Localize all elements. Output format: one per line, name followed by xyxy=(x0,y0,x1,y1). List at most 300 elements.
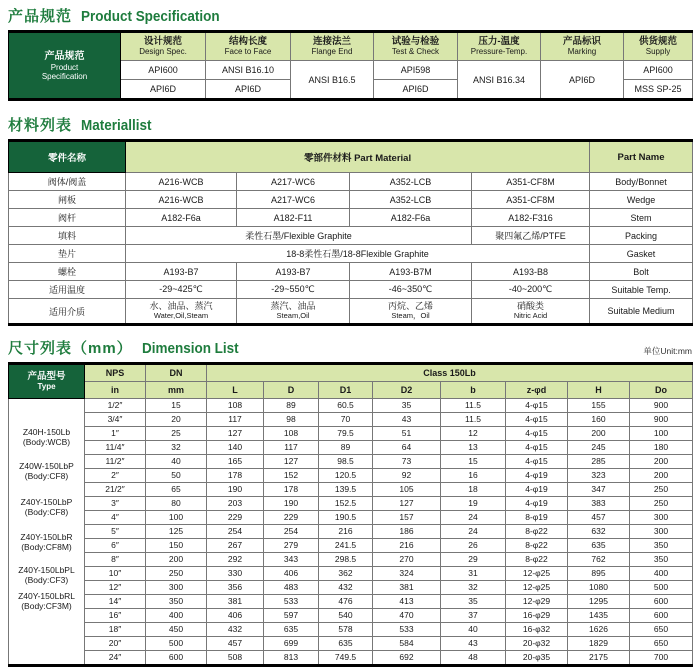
dimension-cell: 813 xyxy=(264,651,319,666)
dimension-cell: 350 xyxy=(630,539,693,553)
dimension-cell: 105 xyxy=(373,483,441,497)
material-cell: A182-F11 xyxy=(237,209,350,227)
material-cell: A182-F6a xyxy=(350,209,472,227)
spec-header-face-to-face: 结构长度 Face to Face xyxy=(206,32,291,61)
dimension-cell: 127 xyxy=(207,427,264,441)
material-cell: 丙烷、乙烯 Steam，Oil xyxy=(350,299,472,325)
dimension-cell: 3/4″ xyxy=(85,413,146,427)
dimension-cell: 140 xyxy=(207,441,264,455)
spec-header-design: 设计规范 Design Spec. xyxy=(121,32,206,61)
dimension-cell: 37 xyxy=(441,609,506,623)
dimension-row xyxy=(9,553,693,567)
dimension-cell: 12″ xyxy=(85,581,146,595)
material-cell: A217-WC6 xyxy=(237,191,350,209)
material-cell: 聚四氟乙烯/PTFE xyxy=(472,227,590,245)
dimension-cell: 241.5 xyxy=(319,539,373,553)
dimension-cell: 73 xyxy=(373,455,441,469)
material-part: Packing xyxy=(590,227,693,245)
dimension-cell: 26 xyxy=(441,539,506,553)
dimension-cell: 400 xyxy=(146,609,207,623)
dimension-cell: 383 xyxy=(568,497,630,511)
dimension-section-header xyxy=(8,337,692,358)
dimension-cell: 1829 xyxy=(568,637,630,651)
dimension-cell: 108 xyxy=(264,427,319,441)
dimension-cell: 20-φ35 xyxy=(506,651,568,666)
dimension-cell: 4-φ19 xyxy=(506,497,568,511)
material-cell: 硝酸类 Nitric Acid xyxy=(472,299,590,325)
material-part: Gasket xyxy=(590,245,693,263)
material-cell: -46~350℃ xyxy=(350,281,472,299)
dimension-cell: 14″ xyxy=(85,595,146,609)
material-part: Bolt xyxy=(590,263,693,281)
dimension-cell: 186 xyxy=(373,525,441,539)
material-cell: A193-B7 xyxy=(237,263,350,281)
dimension-cell: 350 xyxy=(146,595,207,609)
dimension-cell: 98 xyxy=(264,413,319,427)
dimension-cell: 51 xyxy=(373,427,441,441)
dimension-header-class: Class 150Lb xyxy=(207,364,693,382)
dimension-header-row-1 xyxy=(9,364,693,382)
dimension-cell: 70 xyxy=(319,413,373,427)
dimension-cell: 117 xyxy=(207,413,264,427)
dimension-cell: 21/2″ xyxy=(85,483,146,497)
dimension-cell: 80 xyxy=(146,497,207,511)
dimension-cell: 139.5 xyxy=(319,483,373,497)
spec-header-supply: 供货规范 Supply xyxy=(624,32,693,61)
dimension-cell: 100 xyxy=(146,511,207,525)
spec-section-header xyxy=(8,5,692,26)
dimension-cell: 508 xyxy=(207,651,264,666)
material-cell: 水、油品、蒸汽 Water,Oil,Steam xyxy=(126,299,237,325)
material-cell: A182-F6a xyxy=(126,209,237,227)
dimension-cell: 578 xyxy=(319,623,373,637)
material-part: Wedge xyxy=(590,191,693,209)
dimension-cell: 600 xyxy=(146,651,207,666)
dimension-cell: 216 xyxy=(319,525,373,539)
dimension-cell: 650 xyxy=(630,623,693,637)
dimension-cell: 8″ xyxy=(85,553,146,567)
material-part: Suitable Temp. xyxy=(590,281,693,299)
dimension-cell: 11.5 xyxy=(441,399,506,413)
spec-header-row xyxy=(9,32,693,61)
dimension-cell: 250 xyxy=(630,483,693,497)
dimension-cell: 5″ xyxy=(85,525,146,539)
dimension-cell: 200 xyxy=(630,469,693,483)
material-name: 适用介质 xyxy=(9,299,126,325)
material-cell: A193-B7 xyxy=(126,263,237,281)
dimension-row xyxy=(9,441,693,455)
dimension-row xyxy=(9,581,693,595)
dimension-cell: 584 xyxy=(373,637,441,651)
dimension-cell: 250 xyxy=(630,497,693,511)
dimension-cell: 152 xyxy=(264,469,319,483)
dimension-cell: 362 xyxy=(319,567,373,581)
dimension-cell: 190.5 xyxy=(319,511,373,525)
dimension-cell: 60.5 xyxy=(319,399,373,413)
material-row-body-bonnet xyxy=(9,173,693,191)
dimension-cell: 11.5 xyxy=(441,413,506,427)
material-cell-span: 柔性石墨/Flexible Graphite xyxy=(126,227,472,245)
material-cell: A351-CF8M xyxy=(472,173,590,191)
dimension-cell: 254 xyxy=(264,525,319,539)
dimension-cell: 200 xyxy=(568,427,630,441)
material-header-part-name-zh: 零件名称 xyxy=(9,141,126,173)
dimension-cell: 200 xyxy=(146,553,207,567)
dimension-cell: 4-φ19 xyxy=(506,469,568,483)
dimension-cell: 1435 xyxy=(568,609,630,623)
dimension-cell: 300 xyxy=(146,581,207,595)
material-title-en: Materiallist xyxy=(81,118,152,134)
dimension-cell: 12 xyxy=(441,427,506,441)
dimension-header-nps: NPS xyxy=(85,364,146,382)
material-header-part-material: 零部件材料 Part Material xyxy=(126,141,590,173)
dimension-cell: 16-φ32 xyxy=(506,623,568,637)
dimension-row xyxy=(9,595,693,609)
dimension-title-zh: 尺寸列表（mm） xyxy=(8,340,133,357)
dimension-cell: 32 xyxy=(441,581,506,595)
dimension-cell: 4-φ15 xyxy=(506,427,568,441)
dimension-cell: 4″ xyxy=(85,511,146,525)
dimension-table-body xyxy=(9,399,693,666)
dimension-cell: 25 xyxy=(146,427,207,441)
material-row-suitable-medium xyxy=(9,299,693,325)
spec-value: ANSI B16.5 xyxy=(291,61,374,100)
dimension-cell: 24″ xyxy=(85,651,146,666)
dimension-cell: 8-φ22 xyxy=(506,539,568,553)
dimension-cell: 35 xyxy=(373,399,441,413)
dimension-cell: 117 xyxy=(264,441,319,455)
dimension-header-type: 产品型号 Type xyxy=(9,364,85,399)
dimension-row xyxy=(9,497,693,511)
material-row-packing xyxy=(9,227,693,245)
dimension-cell: 533 xyxy=(264,595,319,609)
dimension-cell: 8-φ22 xyxy=(506,553,568,567)
spec-side-label-zh: 产品规范 xyxy=(44,50,85,62)
dimension-cell: 250 xyxy=(146,567,207,581)
dimension-header-row-2 xyxy=(9,382,693,399)
dimension-cell: 350 xyxy=(630,553,693,567)
dimension-cell: 343 xyxy=(264,553,319,567)
dimension-cell: 1″ xyxy=(85,427,146,441)
dimension-row xyxy=(9,637,693,651)
dimension-cell: 450 xyxy=(146,623,207,637)
dimension-subheader-mm: mm xyxy=(146,382,207,399)
dimension-cell: 89 xyxy=(264,399,319,413)
material-header-row xyxy=(9,141,693,173)
dimension-cell: 108 xyxy=(207,399,264,413)
dimension-cell: 12-φ29 xyxy=(506,595,568,609)
dimension-cell: 483 xyxy=(264,581,319,595)
dimension-cell: 79.5 xyxy=(319,427,373,441)
dimension-cell: 432 xyxy=(319,581,373,595)
dimension-cell: 457 xyxy=(568,511,630,525)
dimension-cell: 64 xyxy=(373,441,441,455)
dimension-section-title xyxy=(8,337,246,358)
dimension-cell: 600 xyxy=(630,595,693,609)
dimension-cell: 470 xyxy=(373,609,441,623)
dimension-cell: 323 xyxy=(568,469,630,483)
dimension-cell: 165 xyxy=(207,455,264,469)
material-cell: A182-F316 xyxy=(472,209,590,227)
dimension-cell: 895 xyxy=(568,567,630,581)
dimension-cell: 347 xyxy=(568,483,630,497)
spec-side-label xyxy=(9,32,121,100)
product-spec-table xyxy=(8,30,693,101)
product-type-label: Z40W-150LbP (Body:CF8) xyxy=(19,461,74,482)
spec-side-label-en: Product xyxy=(50,62,79,72)
dimension-cell: 48 xyxy=(441,651,506,666)
dimension-cell: 127 xyxy=(373,497,441,511)
dimension-cell: 699 xyxy=(264,637,319,651)
dimension-cell: 157 xyxy=(373,511,441,525)
material-cell: A217-WC6 xyxy=(237,173,350,191)
dimension-cell: 8-φ22 xyxy=(506,525,568,539)
spec-side-label-en2: Specification xyxy=(41,72,88,81)
dimension-cell: 35 xyxy=(441,595,506,609)
dimension-row xyxy=(9,469,693,483)
dimension-cell: 15 xyxy=(441,455,506,469)
dimension-title-en: Dimension List xyxy=(141,341,239,357)
dimension-cell: 1295 xyxy=(568,595,630,609)
dimension-row xyxy=(9,511,693,525)
dimension-cell: 381 xyxy=(207,595,264,609)
dimension-cell: 229 xyxy=(264,511,319,525)
dimension-subheader: D2 xyxy=(373,382,441,399)
dimension-row xyxy=(9,427,693,441)
spec-value: API600 xyxy=(624,61,693,80)
dimension-cell: 406 xyxy=(207,609,264,623)
dimension-cell: 4-φ19 xyxy=(506,483,568,497)
dimension-cell: 324 xyxy=(373,567,441,581)
dimension-cell: 900 xyxy=(630,413,693,427)
dimension-cell: 4-φ15 xyxy=(506,455,568,469)
spec-value: API600 xyxy=(121,61,206,80)
dimension-subheader: z-φd xyxy=(506,382,568,399)
dimension-cell: 40 xyxy=(441,623,506,637)
dimension-row xyxy=(9,539,693,553)
dimension-subheader: Do xyxy=(630,382,693,399)
dimension-cell: 432 xyxy=(207,623,264,637)
dimension-row xyxy=(9,483,693,497)
dimension-cell: 11/2″ xyxy=(85,455,146,469)
spec-value: ANSI B16.34 xyxy=(458,61,541,100)
dimension-cell: 285 xyxy=(568,455,630,469)
dimension-cell: 650 xyxy=(630,637,693,651)
dimension-cell: 15 xyxy=(146,399,207,413)
dimension-cell: 31 xyxy=(441,567,506,581)
product-type-cell xyxy=(9,399,85,666)
material-cell: A352-LCB xyxy=(350,173,472,191)
product-type-label: Z40Y-150LbR (Body:CF8M) xyxy=(20,531,73,552)
material-cell: -29~425℃ xyxy=(126,281,237,299)
dimension-cell: 700 xyxy=(630,651,693,666)
dimension-cell: 245 xyxy=(568,441,630,455)
material-cell: -29~550℃ xyxy=(237,281,350,299)
dimension-cell: 16-φ29 xyxy=(506,609,568,623)
dimension-cell: 2175 xyxy=(568,651,630,666)
material-table xyxy=(8,139,693,326)
dimension-cell: 152.5 xyxy=(319,497,373,511)
material-name: 垫片 xyxy=(9,245,126,263)
dimension-cell: 762 xyxy=(568,553,630,567)
dimension-row xyxy=(9,609,693,623)
dimension-cell: 190 xyxy=(264,497,319,511)
dimension-row xyxy=(9,455,693,469)
spec-header-pressure-temp: 压力-温度 Pressure-Temp. xyxy=(458,32,541,61)
dimension-cell: 160 xyxy=(568,413,630,427)
dimension-cell: 635 xyxy=(264,623,319,637)
product-type-label: Z40Y-150LbRL (Body:CF3M) xyxy=(18,591,75,612)
dimension-cell: 10″ xyxy=(85,567,146,581)
dimension-cell: 40 xyxy=(146,455,207,469)
dimension-subheader: D xyxy=(264,382,319,399)
material-name: 填料 xyxy=(9,227,126,245)
material-cell: A216-WCB xyxy=(126,191,237,209)
dimension-cell: 279 xyxy=(264,539,319,553)
dimension-cell: 692 xyxy=(373,651,441,666)
dimension-cell: 270 xyxy=(373,553,441,567)
dimension-subheader: L xyxy=(207,382,264,399)
dimension-cell: 292 xyxy=(207,553,264,567)
dimension-cell: 24 xyxy=(441,511,506,525)
dimension-cell: 330 xyxy=(207,567,264,581)
material-row-wedge xyxy=(9,191,693,209)
dimension-cell: 356 xyxy=(207,581,264,595)
dimension-row xyxy=(9,399,693,413)
dimension-cell: 12-φ25 xyxy=(506,567,568,581)
dimension-cell: 413 xyxy=(373,595,441,609)
dimension-cell: 4-φ15 xyxy=(506,413,568,427)
spec-section-title xyxy=(8,5,230,26)
dimension-cell: 16 xyxy=(441,469,506,483)
material-section-title xyxy=(8,114,157,135)
dimension-cell: 12-φ25 xyxy=(506,581,568,595)
dimension-cell: 18 xyxy=(441,483,506,497)
dimension-cell: 540 xyxy=(319,609,373,623)
dimension-cell: 254 xyxy=(207,525,264,539)
dimension-table xyxy=(8,362,693,667)
material-name: 阀体/阀盖 xyxy=(9,173,126,191)
spec-title-zh: 产品规范 xyxy=(8,8,73,25)
dimension-cell: 381 xyxy=(373,581,441,595)
dimension-cell: 18″ xyxy=(85,623,146,637)
spec-value: API6D xyxy=(206,80,291,100)
dimension-header-dn: DN xyxy=(146,364,207,382)
dimension-cell: 457 xyxy=(207,637,264,651)
material-cell: A193-B8 xyxy=(472,263,590,281)
dimension-cell: 900 xyxy=(630,399,693,413)
dimension-cell: 6″ xyxy=(85,539,146,553)
dimension-cell: 8-φ19 xyxy=(506,511,568,525)
material-cell-span: 18-8柔性石墨/18-8Flexible Graphite xyxy=(126,245,590,263)
dimension-cell: 635 xyxy=(568,539,630,553)
dimension-cell: 98.5 xyxy=(319,455,373,469)
dimension-cell: 632 xyxy=(568,525,630,539)
dimension-cell: 203 xyxy=(207,497,264,511)
dimension-cell: 24 xyxy=(441,525,506,539)
dimension-row xyxy=(9,623,693,637)
dimension-cell: 43 xyxy=(441,637,506,651)
dimension-cell: 20-φ32 xyxy=(506,637,568,651)
material-row-bolt xyxy=(9,263,693,281)
dimension-subheader: D1 xyxy=(319,382,373,399)
dimension-cell: 533 xyxy=(373,623,441,637)
material-name: 阀杆 xyxy=(9,209,126,227)
material-cell: -40~200℃ xyxy=(472,281,590,299)
dimension-cell: 216 xyxy=(373,539,441,553)
dimension-cell: 20″ xyxy=(85,637,146,651)
material-part: Suitable Medium xyxy=(590,299,693,325)
dimension-cell: 635 xyxy=(319,637,373,651)
dimension-cell: 65 xyxy=(146,483,207,497)
material-part: Body/Bonnet xyxy=(590,173,693,191)
dimension-cell: 155 xyxy=(568,399,630,413)
dimension-cell: 89 xyxy=(319,441,373,455)
dimension-cell: 1626 xyxy=(568,623,630,637)
spec-value: API6D xyxy=(541,61,624,100)
dimension-subheader-in: in xyxy=(85,382,146,399)
dimension-cell: 29 xyxy=(441,553,506,567)
dimension-cell: 200 xyxy=(630,455,693,469)
dimension-cell: 32 xyxy=(146,441,207,455)
dimension-cell: 500 xyxy=(630,581,693,595)
material-header-part-name-en: Part Name xyxy=(590,141,693,173)
dimension-cell: 190 xyxy=(207,483,264,497)
dimension-row xyxy=(9,525,693,539)
dimension-cell: 267 xyxy=(207,539,264,553)
material-cell: A351-CF8M xyxy=(472,191,590,209)
dimension-cell: 125 xyxy=(146,525,207,539)
spec-header-flange-end: 连接法兰 Flange End xyxy=(291,32,374,61)
material-cell: 蒸汽、油品 Steam,Oil xyxy=(237,299,350,325)
dimension-cell: 300 xyxy=(630,525,693,539)
dimension-subheader: H xyxy=(568,382,630,399)
dimension-cell: 600 xyxy=(630,609,693,623)
spec-value: MSS SP-25 xyxy=(624,80,693,100)
material-cell: A352-LCB xyxy=(350,191,472,209)
dimension-cell: 100 xyxy=(630,427,693,441)
dimension-cell: 19 xyxy=(441,497,506,511)
material-row-gasket xyxy=(9,245,693,263)
dimension-cell: 16″ xyxy=(85,609,146,623)
dimension-cell: 43 xyxy=(373,413,441,427)
dimension-row xyxy=(9,651,693,666)
dimension-subheader: b xyxy=(441,382,506,399)
spec-value: API598 xyxy=(374,61,458,80)
spec-value: API6D xyxy=(374,80,458,100)
product-type-label: Z40H-150Lb (Body:WCB) xyxy=(22,426,71,447)
dimension-cell: 120.5 xyxy=(319,469,373,483)
dimension-row xyxy=(9,413,693,427)
material-name: 适用温度 xyxy=(9,281,126,299)
dimension-cell: 2″ xyxy=(85,469,146,483)
material-name: 螺栓 xyxy=(9,263,126,281)
dimension-cell: 11/4″ xyxy=(85,441,146,455)
product-type-label: Z40Y-150LbPL (Body:CF3) xyxy=(18,564,75,585)
spec-header-marking: 产品标识 Marking xyxy=(541,32,624,61)
dimension-cell: 1/2″ xyxy=(85,399,146,413)
spec-value: API6D xyxy=(121,80,206,100)
dimension-cell: 229 xyxy=(207,511,264,525)
dimension-cell: 127 xyxy=(264,455,319,469)
dimension-cell: 300 xyxy=(630,511,693,525)
dimension-cell: 178 xyxy=(264,483,319,497)
material-title-zh: 材料列表 xyxy=(8,117,73,134)
dimension-cell: 50 xyxy=(146,469,207,483)
material-row-stem xyxy=(9,209,693,227)
spec-value: ANSI B16.10 xyxy=(206,61,291,80)
dimension-cell: 20 xyxy=(146,413,207,427)
